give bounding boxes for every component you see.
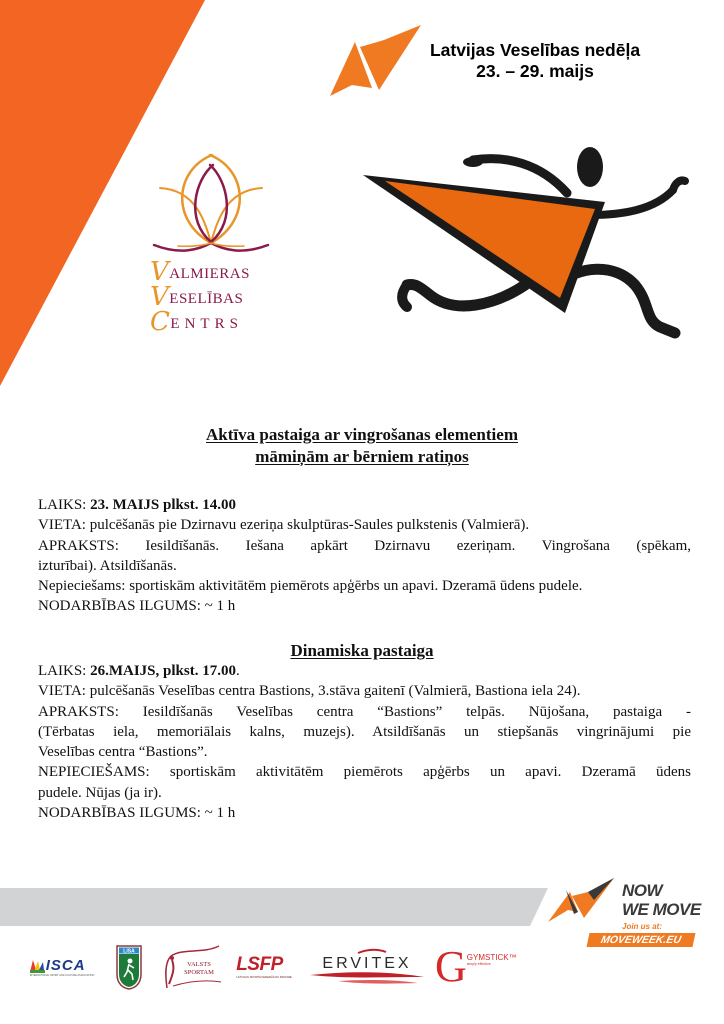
event2-time: LAIKS: 26.MAIJS, plkst. 17.00.	[38, 663, 240, 679]
header-title	[400, 40, 670, 82]
header-date-range: 23. – 29. maijs	[476, 61, 594, 81]
moveweek-url[interactable]: MOVEWEEK.EU	[587, 933, 696, 947]
sponsor-ervitex-logo: ERVITEX	[308, 944, 426, 990]
event2-place: VIETA: pulcēšanās Veselības centra Bastions, 3.stāva gaitenī (Valmierā, Bastiona iela 24).	[38, 683, 581, 700]
event1-place: VIETA: pulcēšanās pie Dzirnavu ezeriņa skulptūras-Saules pulkstenis (Valmierā).	[38, 517, 530, 534]
lisa-shield-icon	[115, 944, 143, 990]
valsts-sportam-emblem	[163, 944, 223, 990]
event1-needed: Nepieciešams: sportiskām aktivitātēm piemērots apģērbs un apavi. Dzeramā ūdens pudele.	[38, 578, 583, 595]
logo-line-valmieras: VALMIERAS	[150, 257, 250, 287]
logo-line-veselibas: VESELĪBAS	[150, 282, 244, 312]
now-we-move-logo	[548, 878, 701, 962]
event2-needed-line1: NEPIECIEŠAMS: sportiskām aktivitātēm piemērots apģērbs un apavi. Dzeramā ūdens	[38, 764, 691, 781]
event2-duration: NODARBĪBAS ILGUMS: ~ 1 h	[38, 805, 236, 822]
event1-description-line2: izturībai). Atsildīšanās.	[38, 557, 177, 574]
sportam-label: SPORTAM	[184, 969, 214, 976]
event2-details	[38, 661, 691, 823]
event1-details	[38, 495, 691, 617]
logo-line-centrs: CENTRS	[150, 307, 243, 337]
event2-title-line1: Dinamiska pastaiga	[290, 641, 434, 660]
event2-description-line3: Veselības centra “Bastions”.	[38, 744, 208, 761]
campaign-line1: NOW	[622, 881, 663, 900]
runner-illustration	[355, 135, 695, 340]
lotus-icon	[150, 150, 272, 255]
event1-time: LAIKS: 23. MAIJS plkst. 14.00	[38, 497, 236, 513]
join-us-text: Join us at:	[622, 922, 663, 931]
sponsor-isca-logo: ISCA INTERNATIONAL SPORT AND CULTURE ASSOCIATION	[29, 957, 95, 977]
sponsor-valsts-sportam-logo	[163, 944, 223, 990]
event1-title-line1: Aktīva pastaiga ar vingrošanas elementiem	[206, 425, 518, 444]
isca-hands-icon	[30, 958, 46, 974]
event2-needed-line2: pudele. Nūjas (ja ir).	[38, 784, 162, 801]
lisa-label: LISA	[123, 948, 135, 955]
event1-title-line2: māmiņām ar bērniem ratiņos	[255, 447, 469, 466]
event2-description-line2: (Tērbatas iela, memoriālais kalns, muzejs). Atsildīšanās un stiepšanās vingrinājumi pie	[38, 723, 691, 740]
event2-title	[0, 640, 724, 662]
valsts-label: VALSTS	[187, 961, 211, 968]
event1-duration: NODARBĪBAS ILGUMS: ~ 1 h	[38, 598, 236, 615]
footer-gray-band	[0, 888, 560, 928]
move-week-arrow-icon	[548, 878, 618, 923]
sponsor-gymstick-logo: G GYMSTICK™ simply effective	[435, 942, 517, 991]
event1-title	[0, 424, 724, 468]
valmieras-veselibas-centrs-logo	[150, 150, 272, 335]
event2-description-line1: APRAKSTS: Iesildīšanās Veselības centra “Bastions” telpās. Nūjošana, pastaiga -	[38, 703, 691, 720]
event1-description-line1: APRAKSTS: Iesildīšanās. Iešana apkārt Dzirnavu ezeriņam. Vingrošana (spēkam,	[38, 537, 691, 554]
sponsor-lsfp-logo: LSFP LATVIJAS SPORTA FEDERĀCIJU PADOME	[236, 954, 292, 979]
header-title-line1: Latvijas Veselības nedēļa	[429, 40, 641, 60]
campaign-line2: WE MOVE	[622, 900, 701, 919]
sponsor-lisa-logo	[114, 944, 144, 990]
